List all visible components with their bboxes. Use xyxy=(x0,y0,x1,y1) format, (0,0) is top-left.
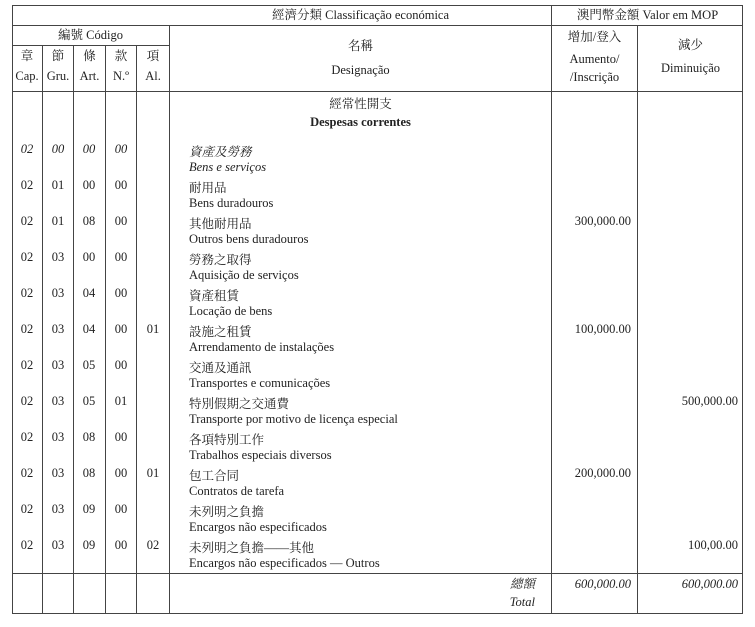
value-header: 澳門幣金額 Valor em MOP xyxy=(576,8,719,22)
col-gru-zh: 節 xyxy=(51,49,65,63)
row-cap: 02 xyxy=(20,286,34,300)
row-al: 02 xyxy=(146,538,160,552)
row-art: 04 xyxy=(82,322,96,336)
col-art-pt: Art. xyxy=(79,69,100,83)
row-art: 00 xyxy=(82,178,96,192)
row-desc-zh: 未列明之負擔 xyxy=(189,505,265,519)
col-cap-pt: Cap. xyxy=(15,69,39,83)
col-no-zh: 款 xyxy=(114,49,128,63)
row-desc-zh: 勞務之取得 xyxy=(189,253,252,267)
increase-zh: 增加/登入 xyxy=(567,30,622,44)
section-title-zh: 經常性開支 xyxy=(329,97,392,111)
row-gru: 01 xyxy=(51,178,65,192)
row-gru: 03 xyxy=(51,430,65,444)
row-increase: 100,000.00 xyxy=(574,322,631,336)
row-desc-zh: 包工合同 xyxy=(189,469,240,483)
row-no: 00 xyxy=(114,538,128,552)
row-art: 08 xyxy=(82,214,96,228)
budget-table xyxy=(12,5,743,614)
row-gru: 03 xyxy=(51,538,65,552)
row-no: 00 xyxy=(114,466,128,480)
row-no: 00 xyxy=(114,286,128,300)
classification-header: 經濟分類 Classificação económica xyxy=(271,8,450,22)
row-no: 00 xyxy=(114,250,128,264)
decrease-zh: 減少 xyxy=(677,38,703,52)
row-no: 00 xyxy=(114,142,128,156)
row-no: 00 xyxy=(114,214,128,228)
row-cap: 02 xyxy=(20,466,34,480)
row-desc-pt: Arrendamento de instalações xyxy=(189,340,335,354)
row-gru: 03 xyxy=(51,466,65,480)
row-cap: 02 xyxy=(20,322,34,336)
col-al-zh: 項 xyxy=(146,49,160,63)
row-desc-pt: Transportes e comunicações xyxy=(189,376,331,390)
row-art: 09 xyxy=(82,502,96,516)
row-desc-zh: 設施之租賃 xyxy=(189,325,252,339)
col-gru-pt: Gru. xyxy=(46,69,70,83)
row-gru: 00 xyxy=(51,142,65,156)
row-cap: 02 xyxy=(20,430,34,444)
row-desc-pt: Aquisição de serviços xyxy=(189,268,299,282)
row-desc-zh: 資產租賃 xyxy=(189,289,240,303)
row-desc-zh: 未列明之負擔——其他 xyxy=(189,541,315,555)
total-label-pt: Total xyxy=(509,595,535,609)
row-art: 05 xyxy=(82,394,96,408)
row-increase: 200,000.00 xyxy=(574,466,631,480)
row-no: 00 xyxy=(114,358,128,372)
row-art: 08 xyxy=(82,430,96,444)
row-desc-pt: Outros bens duradouros xyxy=(189,232,309,246)
row-desc-zh: 資產及勞務 xyxy=(189,145,252,159)
row-art: 09 xyxy=(82,538,96,552)
row-desc-pt: Bens duradouros xyxy=(189,196,274,210)
row-cap: 02 xyxy=(20,394,34,408)
row-no: 00 xyxy=(114,430,128,444)
col-art-zh: 條 xyxy=(83,49,96,63)
code-header: 編號 Código xyxy=(58,28,123,42)
row-cap: 02 xyxy=(20,502,34,516)
row-gru: 03 xyxy=(51,502,65,516)
row-cap: 02 xyxy=(20,178,34,192)
row-art: 00 xyxy=(82,142,96,156)
row-art: 00 xyxy=(82,250,96,264)
total-label-zh: 總額 xyxy=(509,577,535,591)
row-gru: 01 xyxy=(51,214,65,228)
row-desc-pt: Trabalhos especiais diversos xyxy=(189,448,332,462)
row-al: 01 xyxy=(146,466,160,480)
row-cap: 02 xyxy=(20,214,34,228)
row-gru: 03 xyxy=(51,322,65,336)
row-desc-pt: Locação de bens xyxy=(189,304,273,318)
total-increase: 600,000.00 xyxy=(574,577,631,591)
row-desc-pt: Contratos de tarefa xyxy=(189,484,285,498)
row-gru: 03 xyxy=(51,286,65,300)
row-gru: 03 xyxy=(51,358,65,372)
row-decrease: 500,000.00 xyxy=(681,394,738,408)
row-cap: 02 xyxy=(20,538,34,552)
row-desc-zh: 特別假期之交通費 xyxy=(189,397,290,411)
row-increase: 300,000.00 xyxy=(574,214,631,228)
row-cap: 02 xyxy=(20,142,34,156)
row-cap: 02 xyxy=(20,358,34,372)
section-title-pt: Despesas correntes xyxy=(310,115,411,129)
row-desc-pt: Encargos não especificados xyxy=(189,520,327,534)
row-desc-zh: 耐用品 xyxy=(189,181,227,195)
row-desc-zh: 交通及通訊 xyxy=(189,361,252,375)
row-cap: 02 xyxy=(20,250,34,264)
decrease-pt: Diminuição xyxy=(660,61,720,75)
row-no: 00 xyxy=(114,322,128,336)
row-decrease: 100,00.00 xyxy=(688,538,738,552)
designation-pt: Designação xyxy=(331,63,390,77)
row-desc-zh: 各項特別工作 xyxy=(189,433,265,447)
col-al-pt: Al. xyxy=(145,69,161,83)
row-desc-zh: 其他耐用品 xyxy=(189,217,252,231)
row-art: 05 xyxy=(82,358,96,372)
row-al: 01 xyxy=(146,322,160,336)
row-desc-pt: Transporte por motivo de licença especial xyxy=(189,412,398,426)
total-decrease: 600,000.00 xyxy=(681,577,738,591)
row-art: 04 xyxy=(82,286,96,300)
col-no-pt: N.º xyxy=(112,69,130,83)
row-gru: 03 xyxy=(51,394,65,408)
row-art: 08 xyxy=(82,466,96,480)
row-no: 01 xyxy=(114,394,128,408)
increase-pt-2: /Inscrição xyxy=(569,70,620,84)
row-no: 00 xyxy=(114,178,128,192)
increase-pt-1: Aumento/ xyxy=(569,52,620,66)
col-cap-zh: 章 xyxy=(20,49,34,63)
row-no: 00 xyxy=(114,502,128,516)
designation-zh: 名稱 xyxy=(347,39,373,53)
row-desc-pt: Bens e serviços xyxy=(189,160,267,174)
row-gru: 03 xyxy=(51,250,65,264)
row-desc-pt: Encargos não especificados — Outros xyxy=(189,556,380,570)
